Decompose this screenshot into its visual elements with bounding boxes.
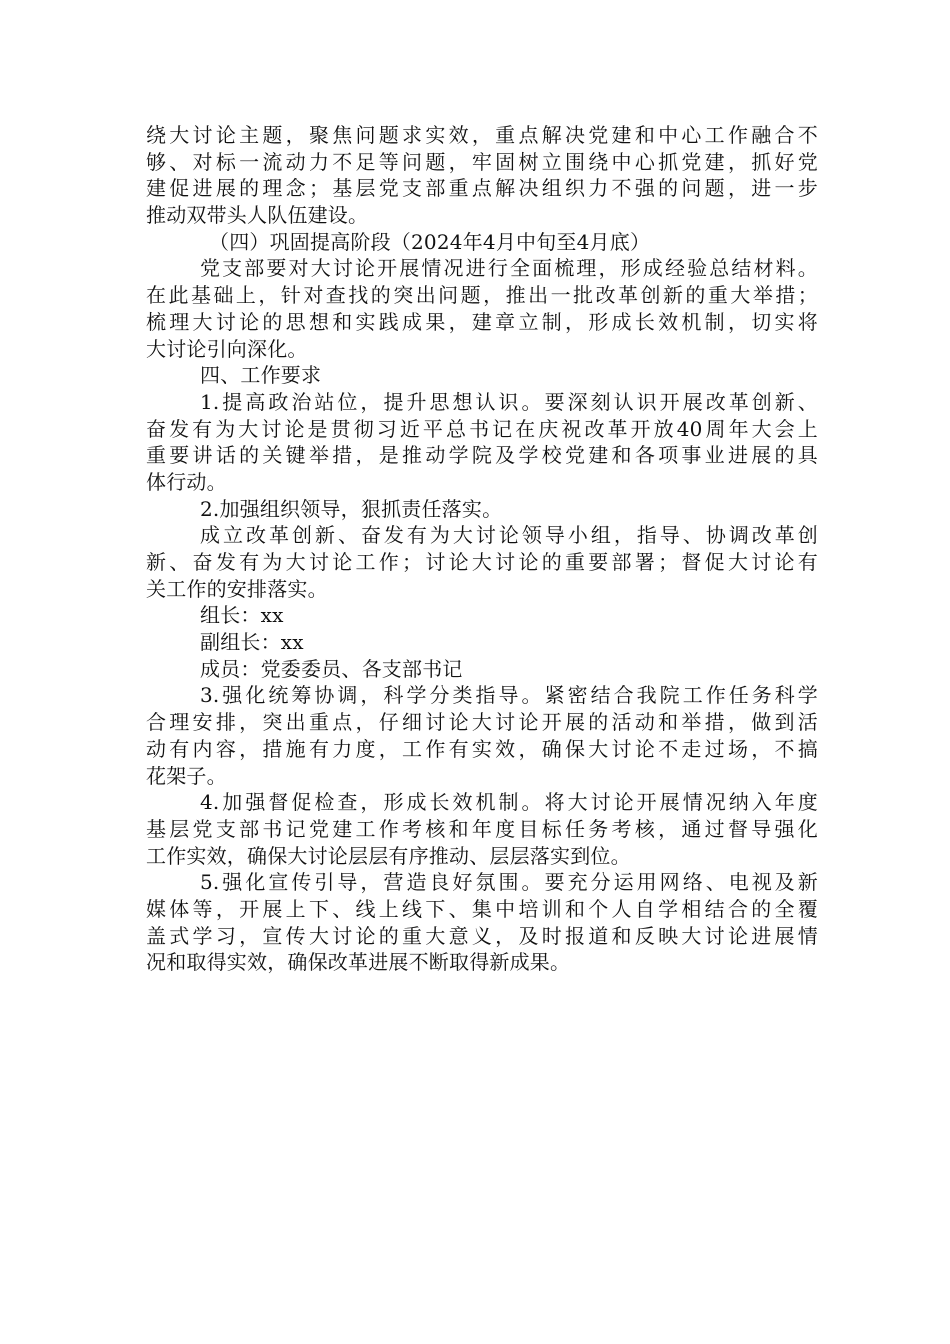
text-line: 够、对标一流动力不足等问题，牢固树立围绕中心抓党建，抓好党	[146, 149, 818, 174]
text-line: 5.强化宣传引导，营造良好氛围。要充分运用网络、电视及新	[200, 870, 818, 895]
text-line: 副组长：xx	[200, 630, 304, 655]
text-line: 4.加强督促检查，形成长效机制。将大讨论开展情况纳入年度	[200, 790, 818, 815]
text-line: 奋发有为大讨论是贯彻习近平总书记在庆祝改革开放40周年大会上	[146, 416, 818, 441]
text-line: 重要讲话的关键举措，是推动学院及学校党建和各项事业进展的具	[146, 443, 818, 468]
text-line: 推动双带头人队伍建设。	[146, 203, 369, 228]
text-line: 动有内容，措施有力度，工作有实效，确保大讨论不走过场，不搞	[146, 736, 818, 761]
text-line: 建促进展的理念；基层党支部重点解决组织力不强的问题，进一步	[146, 176, 818, 201]
text-line: 合理安排，突出重点，仔细讨论大讨论开展的活动和举措，做到活	[146, 710, 818, 735]
text-line: 3.强化统筹协调，科学分类指导。紧密结合我院工作任务科学	[200, 683, 818, 708]
document-body	[146, 122, 818, 976]
text-line: 新、奋发有为大讨论工作；讨论大讨论的重要部署；督促大讨论有	[146, 550, 818, 574]
text-line: 况和取得实效，确保改革进展不断取得新成果。	[146, 950, 571, 975]
text-line: 党支部要对大讨论开展情况进行全面梳理，形成经验总结材料。	[200, 256, 818, 281]
text-line: 工作实效，确保大讨论层层有序推动、层层落实到位。	[146, 843, 631, 868]
text-line: 媒体等，开展上下、线上线下、集中培训和个人自学相结合的全覆	[146, 896, 818, 921]
text-line: 2.加强组织领导，狠抓责任落实。	[200, 496, 503, 521]
section-heading: （四）巩固提高阶段（2024年4月中旬至4月底）	[209, 229, 651, 254]
section-heading: 四、工作要求	[200, 363, 322, 388]
text-line: 成员：党委委员、各支部书记	[200, 656, 463, 681]
text-line: 1.提高政治站位，提升思想认识。要深刻认识开展改革创新、	[200, 389, 818, 414]
text-line: 绕大讨论主题，聚焦问题求实效，重点解决党建和中心工作融合不	[146, 123, 818, 147]
text-line: 体行动。	[146, 469, 227, 494]
text-line: 关工作的安排落实。	[146, 576, 328, 601]
text-line: 大讨论引向深化。	[146, 336, 308, 361]
text-line: 梳理大讨论的思想和实践成果，建章立制，形成长效机制，切实将	[146, 309, 818, 334]
text-line: 花架子。	[146, 763, 227, 788]
text-line: 基层党支部书记党建工作考核和年度目标任务考核，通过督导强化	[146, 816, 818, 841]
text-line: 成立改革创新、奋发有为大讨论领导小组，指导、协调改革创	[200, 523, 818, 548]
text-line: 盖式学习，宣传大讨论的重大意义，及时报道和反映大讨论进展情	[146, 923, 818, 948]
text-line: 在此基础上，针对查找的突出问题，推出一批改革创新的重大举措；	[146, 283, 818, 308]
text-line: 组长：xx	[200, 603, 284, 628]
